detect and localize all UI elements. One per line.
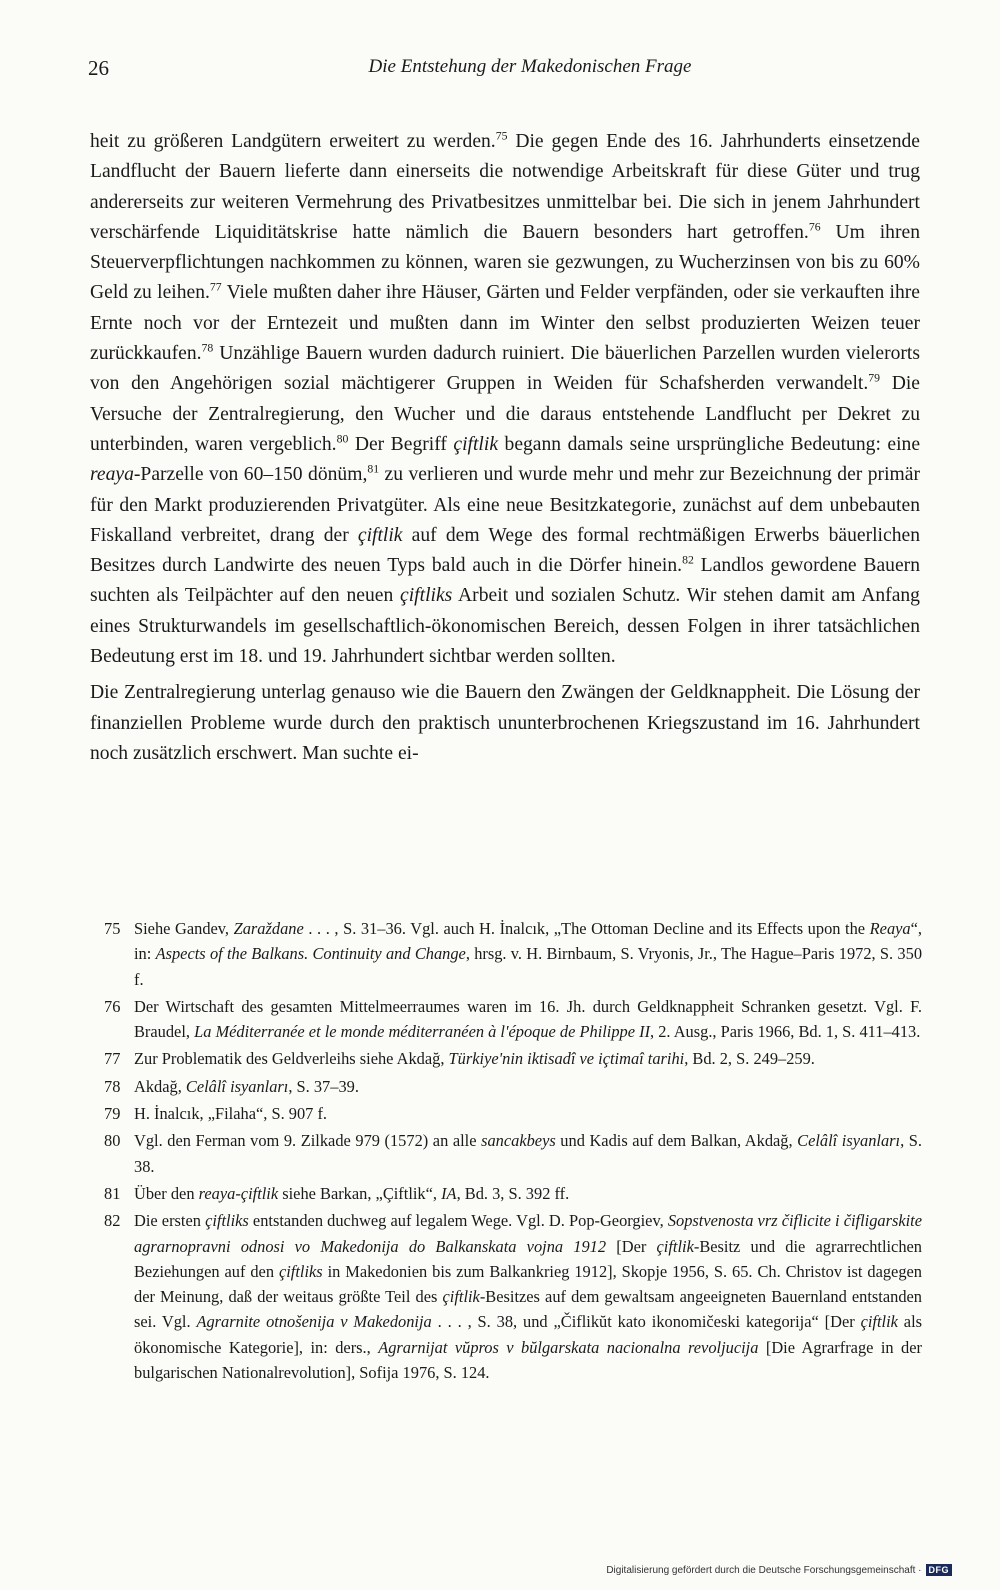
footnotes: [104, 916, 922, 1387]
text-run: Vgl. den Ferman vom 9. Zilkade 979 (1572) an alle: [134, 1131, 482, 1151]
italic-text: çiftliks: [400, 585, 453, 607]
text-run: , 2. Ausg., Paris 1966, Bd. 1, S. 411–413.: [650, 1022, 921, 1042]
text-run: in Makedonien bis zum Balkankrieg 1912], Skopje 1956, S. 65. Ch. Christov ist dagegen der Meinung, daß der weitaus größte Teil des: [134, 1261, 923, 1307]
italic-text: IA: [441, 1183, 457, 1203]
footnote: [104, 994, 922, 1045]
footnote-text: [134, 1049, 815, 1068]
dfg-logo: DFG: [926, 1564, 953, 1576]
footnote: [104, 1208, 922, 1385]
italic-text: Reaya: [869, 919, 911, 938]
footnote-text: [134, 1131, 922, 1175]
italic-text: La Méditerranée et le monde méditerranéen à l'époque de Philippe II: [194, 1022, 651, 1042]
paragraph: [90, 678, 920, 769]
footnote: [104, 1046, 922, 1071]
text-run: siehe Barkan, „Çiftlik“,: [278, 1183, 442, 1203]
footnote-text: [134, 1077, 359, 1096]
text-run: Akdağ,: [134, 1076, 186, 1096]
main-text: [90, 127, 920, 769]
text-run: H. İnalcık, „Filaha“, S. 907 f.: [134, 1104, 327, 1124]
footnote-number: 76: [104, 996, 121, 1016]
text-run: Über den: [134, 1183, 199, 1203]
italic-text: çiftlik: [860, 1312, 898, 1332]
italic-text: Aspects of the Balkans. Continuity and Change: [155, 944, 466, 964]
footnote-number: 82: [104, 1211, 121, 1231]
text-run: Die Zentralregierung unterlag genauso wie die Bauern den Zwängen der Geldknappheit. Die Lösung der finanziellen Probleme wurde durch den praktisch ununterbrochenen Kriegszustand im 16. Jahrhundert noch zusätzlich erschwert. Man suchte ei-: [90, 682, 920, 764]
text-run: , Bd. 2, S. 249–259.: [684, 1049, 815, 1069]
italic-text: çiftlik: [442, 1287, 480, 1307]
footnote-text: [134, 1104, 327, 1123]
italic-text: çiftlik: [357, 524, 403, 546]
text-run: [Der: [606, 1236, 657, 1256]
text-run: und Kadis auf dem Balkan, Akdağ,: [555, 1131, 798, 1151]
footnote-ref: 75: [495, 129, 508, 143]
text-run: Die ersten: [134, 1211, 206, 1231]
footnote-number: 80: [104, 1131, 121, 1151]
text-run: Viele mußten daher ihre Häuser, Gärten und Felder verpfänden, oder sie verkauften ihre Ernte noch vor der Erntezeit und mußten dann im Winter den selbst produzierten Weizen teuer zurückkaufen.: [90, 282, 920, 365]
text-run: , S. 37–39.: [288, 1076, 359, 1096]
text-run: . . . , S. 31–36. Vgl. auch H. İnalcık, „The Ottoman Decline and its Effects upon the: [303, 919, 870, 938]
text-run: . . . , S. 38, und „Čiflikŭt kato ikonomičeski kategorija“ [Der: [431, 1312, 861, 1332]
footnote-ref: 80: [336, 432, 349, 446]
footnote: [104, 1128, 922, 1179]
footnote-ref: 78: [201, 341, 214, 355]
text-run: begann damals seine ursprüngliche Bedeutung: eine: [498, 433, 921, 455]
text-run: , Bd. 3, S. 392 ff.: [456, 1183, 570, 1203]
italic-text: Türkiye'nin iktisadî ve içtimaî tarihi: [448, 1049, 685, 1069]
text-run: Um ihren Steuerverpflichtungen nachkommen zu können, waren sie gezwungen, zu Wucherzinsen von bis zu 60% Geld zu leihen.: [90, 221, 920, 304]
italic-text: Celâlî isyanları: [185, 1076, 289, 1096]
text-run: , S. 38.: [134, 1131, 922, 1176]
italic-text: çiftlik: [453, 433, 499, 455]
italic-text: Agrarnite otnošenija v Makedonija: [196, 1312, 432, 1332]
footnote-text: [134, 997, 922, 1041]
footnote-ref: 81: [367, 462, 380, 476]
text-run: [Die Agrarfrage in der bulgarischen Nationalrevolution], Sofija 1976, S. 124.: [134, 1337, 922, 1383]
text-run: Siehe Gandev,: [134, 919, 234, 938]
footnote: [104, 1074, 922, 1099]
text-run: , hrsg. v. H. Birnbaum, S. Vryonis, Jr., The Hague–Paris 1972, S. 350 f.: [134, 944, 923, 989]
running-title: Die Entstehung der Makedonischen Frage: [368, 56, 692, 77]
text-run: Arbeit und sozialen Schutz. Wir stehen damit am Anfang eines Strukturwandels im gesellschaftlich-ökonomischen Bereich, dessen Folgen in ihrer tatsächlichen Bedeutung erst im 18. und 19. Jahrhundert sichtbar werden sollten.: [90, 585, 920, 668]
italic-text: Zaraždane: [233, 919, 304, 938]
credit-text: Digitalisierung gefördert durch die Deutsche Forschungsgemeinschaft ·: [606, 1564, 922, 1576]
italic-text: reaya-çiftlik: [198, 1183, 279, 1203]
footnote-number: 79: [104, 1104, 121, 1124]
text-run: zu verlieren und wurde mehr und mehr zur Bezeichnung der primär für den Markt produzierenden Privatgüter. Als eine neue Besitzkategorie, zunächst auf dem unbebauten Fiskalland verbreitet, drang der: [90, 464, 920, 546]
text-run: “, in:: [134, 919, 922, 964]
footnote-text: [134, 919, 922, 989]
italic-text: çiftlik: [656, 1236, 694, 1256]
text-run: Unzählige Bauern wurden dadurch ruiniert. Die bäuerlichen Parzellen wurden vielerorts von den Angehörigen sozial mächtigerer Gruppen in Weiden für Schafsherden verwandelt.: [90, 343, 920, 395]
footnote-number: 75: [104, 919, 121, 938]
footnote-text: [134, 1211, 922, 1382]
paragraph: [90, 127, 920, 672]
footnote-number: 81: [104, 1183, 121, 1203]
italic-text: çiftliks: [205, 1211, 249, 1231]
footnote: [104, 916, 922, 992]
footnote-number: 78: [104, 1076, 121, 1096]
footnote-ref: 76: [808, 220, 821, 234]
text-run: Der Wirtschaft des gesamten Mittelmeerraumes waren im 16. Jh. durch Geldknappheit Schranken gesetzt. Vgl. F. Braudel,: [134, 996, 922, 1042]
text-run: entstanden duchweg auf legalem Wege. Vgl. D. Pop-Georgiev,: [248, 1211, 668, 1231]
text-run: -Besitzes auf dem gewaltsam angeeigneten Bauernland entstanden sei. Vgl.: [134, 1287, 922, 1332]
text-run: Der Begriff: [348, 433, 454, 455]
text-run: Die Versuche der Zentralregierung, den Wucher und die daraus entstehende Landflucht per Dekret zu unterbinden, waren vergeblich.: [90, 373, 920, 455]
italic-text: Agrarnijat vŭpros v bŭlgarskata nacionalna revoljucija: [378, 1337, 759, 1357]
footnote: [104, 1181, 922, 1206]
italic-text: çiftliks: [278, 1261, 323, 1281]
footnote-text: [134, 1184, 569, 1203]
italic-text: Celâlî isyanları: [797, 1131, 901, 1151]
text-run: auf dem Wege des formal rechtmäßigen Erwerbs bäuerlichen Besitzes durch Landwirte des neuen Typs bald auch in die Dörfer hinein.: [90, 524, 920, 577]
footnote-ref: 79: [868, 371, 880, 385]
text-run: heit zu größeren Landgütern erweitert zu werden.: [90, 131, 496, 152]
footnote: [104, 1101, 922, 1126]
footnote-number: 77: [104, 1049, 121, 1069]
text-run: als ökonomische Kategorie], in: ders.,: [134, 1312, 922, 1357]
text-run: -Parzelle von 60–150 dönüm,: [133, 464, 368, 486]
text-run: Die gegen Ende des 16. Jahrhunderts einsetzende Landflucht der Bauern lieferte dann einerseits die notwendige Arbeitskraft für diese Güter und trug andererseits zur weiteren Vermehrung des Privatbesitzes unmittelbar bei. Die sich in jenem Jahrhundert verschärfende Liquiditätskrise hatte nämlich die Bauern besonders hart getroffen.: [90, 131, 920, 243]
italic-text: Sopstvenosta vrz čiflicite i čifligarskite agrarnopravni odnosi vo Makedonija do Balkanskata vojna 1912: [134, 1211, 923, 1256]
italic-text: reaya: [90, 464, 134, 486]
page-number: 26: [88, 56, 109, 80]
footnote-ref: 77: [209, 280, 222, 294]
text-run: Landlos gewordene Bauern suchten als Teilpächter auf den neuen: [90, 555, 920, 607]
footnote-ref: 82: [682, 553, 694, 567]
italic-text: sancakbeys: [481, 1131, 556, 1151]
text-run: -Besitz und die agrarrechtlichen Beziehungen auf den: [134, 1236, 922, 1281]
text-run: Zur Problematik des Geldverleihs siehe Akdağ,: [134, 1049, 449, 1069]
digitization-credit: [606, 1564, 952, 1576]
